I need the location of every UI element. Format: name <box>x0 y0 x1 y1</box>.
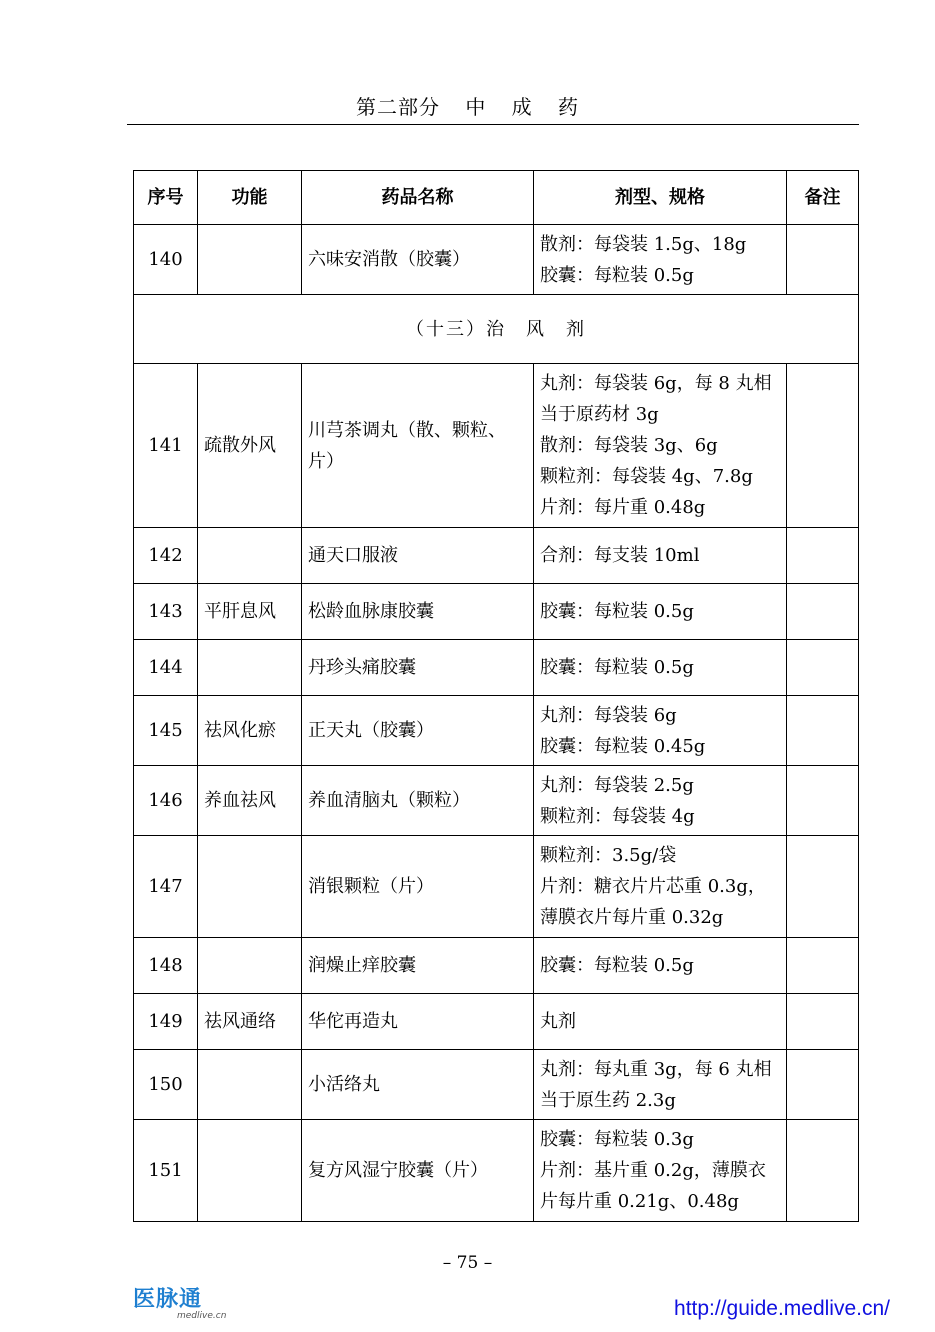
table-header-row <box>134 171 859 225</box>
row-remarks <box>787 994 859 1050</box>
table-row <box>134 994 859 1050</box>
spec-line: 合剂：每支装 10ml <box>540 545 700 566</box>
spec-line: 片剂：每片重 0.48g <box>540 497 706 518</box>
table-row <box>134 938 859 994</box>
col-header-drug-name: 药品名称 <box>302 171 534 225</box>
page-header <box>0 91 935 120</box>
row-function: 祛风化瘀 <box>198 696 302 766</box>
row-remarks <box>787 1120 859 1222</box>
spec-line: 丸剂：每袋装 6g，每 8 丸相当于原药材 3g <box>540 373 772 425</box>
row-spec <box>534 696 787 766</box>
row-drug-name: 通天口服液 <box>302 528 534 584</box>
row-function <box>198 1120 302 1222</box>
spec-line: 胶囊：每粒装 0.5g <box>540 955 694 976</box>
row-function <box>198 836 302 938</box>
spec-line: 片剂：糖衣片片芯重 0.3g，薄膜衣片每片重 0.32g <box>540 876 766 928</box>
row-drug-name: 消银颗粒（片） <box>302 836 534 938</box>
header-title-1: 中 <box>465 95 487 119</box>
row-remarks <box>787 225 859 295</box>
spec-line: 颗粒剂：每袋装 4g <box>540 805 695 827</box>
row-number: 145 <box>134 696 198 766</box>
row-spec <box>534 1120 787 1222</box>
row-number: 143 <box>134 584 198 640</box>
row-number: 151 <box>134 1120 198 1222</box>
spec-line: 颗粒剂：每袋装 4g、7.8g <box>540 466 753 487</box>
row-drug-name: 小活络丸 <box>302 1050 534 1120</box>
row-spec <box>534 528 787 584</box>
spec-line: 胶囊：每粒装 0.5g <box>540 601 694 622</box>
table-row <box>134 364 859 528</box>
row-function <box>198 640 302 696</box>
row-drug-name: 润燥止痒胶囊 <box>302 938 534 994</box>
col-header-dosage-form: 剂型、规格 <box>534 171 787 225</box>
table-row <box>134 640 859 696</box>
spec-line: 颗粒剂：3.5g/袋 <box>540 845 677 866</box>
table-row <box>134 225 859 295</box>
row-remarks <box>787 1050 859 1120</box>
row-drug-name: 养血清脑丸（颗粒） <box>302 766 534 836</box>
row-spec <box>534 584 787 640</box>
row-number: 144 <box>134 640 198 696</box>
row-remarks <box>787 766 859 836</box>
drug-table <box>133 170 859 1222</box>
row-function: 祛风通络 <box>198 994 302 1050</box>
row-spec <box>534 994 787 1050</box>
row-number: 146 <box>134 766 198 836</box>
header-title-2: 成 <box>511 95 533 119</box>
row-remarks <box>787 836 859 938</box>
spec-line: 胶囊：每粒装 0.3g <box>540 1129 694 1150</box>
row-remarks <box>787 640 859 696</box>
table-row <box>134 1120 859 1222</box>
row-spec <box>534 1050 787 1120</box>
table-row <box>134 1050 859 1120</box>
row-number: 150 <box>134 1050 198 1120</box>
row-spec <box>534 938 787 994</box>
row-number: 147 <box>134 836 198 938</box>
row-function <box>198 225 302 295</box>
logo-text: 医脉通 <box>133 1287 203 1312</box>
spec-line: 片剂：基片重 0.2g，薄膜衣片每片重 0.21g、0.48g <box>540 1160 766 1212</box>
section-row <box>134 295 859 364</box>
section-title: （十三）治 风 剂 <box>134 295 859 364</box>
row-drug-name: 川芎茶调丸（散、颗粒、片） <box>302 364 534 528</box>
row-drug-name: 六味安消散（胶囊） <box>302 225 534 295</box>
table-row <box>134 696 859 766</box>
row-remarks <box>787 938 859 994</box>
page-number: – 75 – <box>442 1253 493 1273</box>
spec-line: 丸剂：每袋装 6g <box>540 704 677 726</box>
row-function: 疏散外风 <box>198 364 302 528</box>
row-function <box>198 938 302 994</box>
row-remarks <box>787 696 859 766</box>
row-number: 140 <box>134 225 198 295</box>
spec-line: 胶囊：每粒装 0.5g <box>540 657 694 678</box>
medlive-logo <box>133 1282 243 1322</box>
row-spec <box>534 225 787 295</box>
row-function <box>198 528 302 584</box>
spec-line: 胶囊：每粒装 0.45g <box>540 735 706 757</box>
spec-line: 丸剂：每丸重 3g，每 6 丸相当于原生药 2.3g <box>540 1058 772 1111</box>
row-function <box>198 1050 302 1120</box>
row-spec <box>534 364 787 528</box>
row-drug-name: 正天丸（胶囊） <box>302 696 534 766</box>
row-number: 148 <box>134 938 198 994</box>
row-function: 养血祛风 <box>198 766 302 836</box>
row-number: 149 <box>134 994 198 1050</box>
row-remarks <box>787 528 859 584</box>
col-header-number: 序号 <box>134 171 198 225</box>
header-title-3: 药 <box>558 95 580 119</box>
row-number: 142 <box>134 528 198 584</box>
spec-line: 丸剂：每袋装 2.5g <box>540 774 694 796</box>
row-spec <box>534 640 787 696</box>
footer-url-link[interactable]: http://guide.medlive.cn/ <box>674 1297 890 1320</box>
row-function: 平肝息风 <box>198 584 302 640</box>
header-part: 第二部分 <box>355 95 440 119</box>
row-spec <box>534 766 787 836</box>
row-spec <box>534 836 787 938</box>
table-row <box>134 766 859 836</box>
row-number: 141 <box>134 364 198 528</box>
table-row <box>134 584 859 640</box>
spec-line: 散剂：每袋装 3g、6g <box>540 435 718 456</box>
logo-subtext: medlive.cn <box>177 1311 227 1321</box>
col-header-remarks: 备注 <box>787 171 859 225</box>
spec-line: 胶囊：每粒装 0.5g <box>540 264 694 286</box>
row-drug-name: 华佗再造丸 <box>302 994 534 1050</box>
row-remarks <box>787 584 859 640</box>
spec-line: 丸剂 <box>540 1011 576 1032</box>
header-divider <box>127 124 859 125</box>
row-drug-name: 丹珍头痛胶囊 <box>302 640 534 696</box>
table-row <box>134 836 859 938</box>
row-drug-name: 复方风湿宁胶囊（片） <box>302 1120 534 1222</box>
row-remarks <box>787 364 859 528</box>
row-drug-name: 松龄血脉康胶囊 <box>302 584 534 640</box>
spec-line: 散剂：每袋装 1.5g、18g <box>540 233 747 255</box>
col-header-function: 功能 <box>198 171 302 225</box>
table-row <box>134 528 859 584</box>
